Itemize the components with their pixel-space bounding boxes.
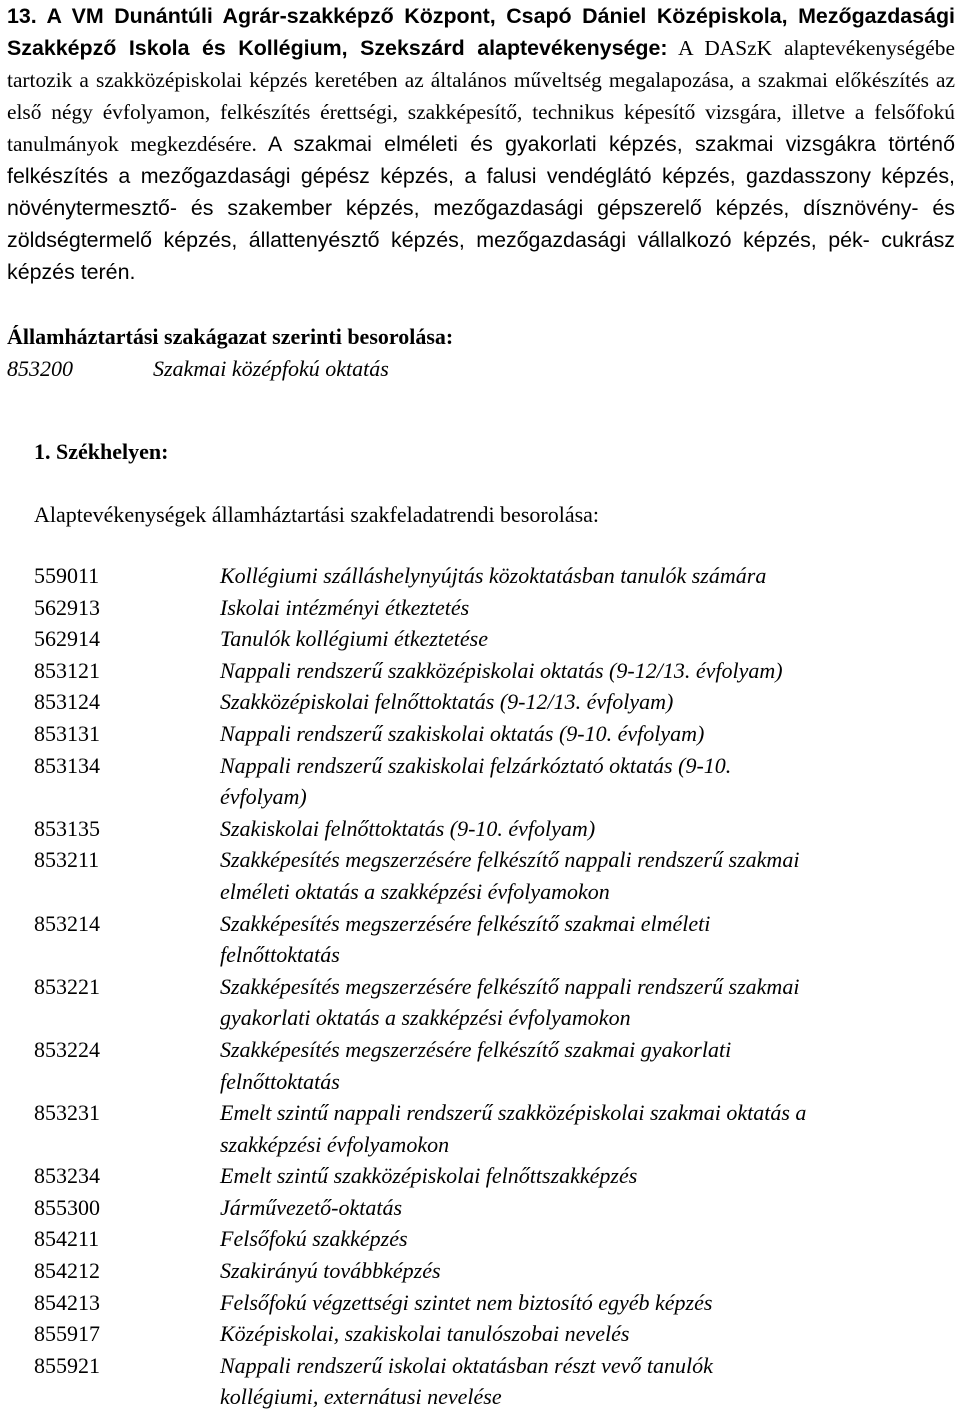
list-item xyxy=(34,560,954,592)
activity-description: Kollégiumi szálláshelynyújtás közoktatásban tanulók számára xyxy=(220,563,767,588)
activity-description: Középiskolai, szakiskolai tanulószobai nevelés xyxy=(220,1321,630,1347)
list-item xyxy=(34,1097,954,1160)
activity-description: Nappali rendszerű szakközépiskolai oktatás (9-12/13. évfolyam) xyxy=(220,657,783,683)
list-item xyxy=(34,686,954,718)
activity-code: 562914 xyxy=(34,626,100,652)
activity-description: Szakképesítés megszerzésére felkészítő nappali rendszerű szakmai elméleti oktatás a szakképzési évfolyamokon xyxy=(220,847,800,904)
list-item xyxy=(34,1350,954,1413)
classification-code: 853200 xyxy=(7,356,73,381)
activity-description: Felsőfokú végzettségi szintet nem biztosító egyéb képzés xyxy=(220,1289,713,1315)
activity-description: Iskolai intézményi étkeztetés xyxy=(220,594,470,620)
activity-code: 855917 xyxy=(34,1321,100,1347)
list-item xyxy=(34,1255,954,1287)
intro-text-sans: A szakmai elméleti és gyakorlati képzés, szakmai vizsgákra történő felkészítés a mezőgazdasági gépész képzés, a falusi vendéglátó képzés, gazdasszony képzés, növénytermesztő- és szakember képzés, mezőgazdasági gépszerelő képzés, dísznövény- és zöldségtermelő képzés, állattenyésztő képzés, mezőgazdasági vállalkozó képzés, pék- cukrász képzés terén. xyxy=(7,132,955,284)
activity-description: Nappali rendszerű szakiskolai oktatás (9-10. évfolyam) xyxy=(220,720,705,746)
activity-description: Nappali rendszerű szakiskolai felzárkóztató oktatás (9-10. évfolyam) xyxy=(220,752,732,810)
activity-description: Szakközépiskolai felnőttoktatás (9-12/13. évfolyam) xyxy=(220,689,674,715)
list-item xyxy=(34,1223,954,1255)
activity-code: 854213 xyxy=(34,1289,100,1315)
intro-lead-heading: 13. A VM Dunántúli Agrár-szakképző Központ, Csapó Dániel Középiskola, Mezőgazdasági Szakképző Iskola és Kollégium, Szekszárd alaptevékenysége: xyxy=(7,4,955,60)
activity-code: 853124 xyxy=(34,689,100,715)
activity-description: Nappali rendszerű iskolai oktatásban részt vevő tanulók kollégiumi, externátusi nevelése xyxy=(220,1352,713,1410)
list-item xyxy=(34,592,954,624)
activity-description: Szakképesítés megszerzésére felkészítő szakmai elméleti felnőttoktatás xyxy=(220,910,711,968)
activity-description: Felsőfokú szakképzés xyxy=(220,1226,408,1252)
activity-list xyxy=(34,560,954,1413)
list-item xyxy=(34,750,954,813)
activity-description: Szakképesítés megszerzésére felkészítő nappali rendszerű szakmai gyakorlati oktatás a szakképzési évfolyamokon xyxy=(220,973,800,1031)
activity-code: 559011 xyxy=(34,563,100,588)
classification-title: Államháztartási szakágazat szerinti besorolása: xyxy=(7,324,454,349)
document-page xyxy=(7,0,955,385)
activity-code: 854212 xyxy=(34,1258,100,1284)
list-item xyxy=(34,1160,954,1192)
activity-description: Tanulók kollégiumi étkeztetése xyxy=(220,626,489,652)
activity-code: 853134 xyxy=(34,752,100,778)
activity-description: Emelt szintű nappali rendszerű szakközépiskolai szakmai oktatás a szakképzési évfolyamokon xyxy=(220,1100,807,1157)
activity-code: 853121 xyxy=(34,657,100,683)
activity-code: 854211 xyxy=(34,1226,100,1252)
activity-code: 853221 xyxy=(34,973,100,999)
activity-code: 853135 xyxy=(34,815,100,841)
activity-code: 855300 xyxy=(34,1194,100,1220)
spacer xyxy=(7,288,955,321)
activity-code: 853214 xyxy=(34,910,100,936)
activity-code: 855921 xyxy=(34,1352,100,1378)
list-item xyxy=(34,1034,954,1097)
list-item xyxy=(34,655,954,687)
seat-title: 1. Székhelyen: xyxy=(34,439,169,464)
classification-label: Szakmai középfokú oktatás xyxy=(153,356,389,381)
list-item xyxy=(34,1287,954,1319)
list-item xyxy=(34,813,954,845)
list-item xyxy=(34,623,954,655)
intro-paragraph xyxy=(7,0,955,288)
activity-description: Járművezető-oktatás xyxy=(220,1194,403,1220)
activity-description: Szakiskolai felnőttoktatás (9-10. évfolyam) xyxy=(220,815,596,841)
list-item xyxy=(34,1192,954,1224)
classification-line xyxy=(7,353,955,385)
activity-code: 853211 xyxy=(34,847,100,873)
activity-description: Szakirányú továbbképzés xyxy=(220,1258,441,1284)
activity-code: 853231 xyxy=(34,1100,100,1126)
activity-code: 853131 xyxy=(34,720,100,746)
activity-code: 853224 xyxy=(34,1036,100,1062)
list-item xyxy=(34,971,954,1034)
activity-description: Emelt szintű szakközépiskolai felnőttszakképzés xyxy=(220,1163,638,1189)
list-item xyxy=(34,718,954,750)
list-item xyxy=(34,1318,954,1350)
list-item xyxy=(34,908,954,971)
activity-code: 562913 xyxy=(34,594,100,620)
list-item xyxy=(34,844,954,907)
activity-code: 853234 xyxy=(34,1163,100,1189)
activity-description: Szakképesítés megszerzésére felkészítő szakmai gyakorlati felnőttoktatás xyxy=(220,1036,732,1094)
seat-subtitle: Alaptevékenységek államháztartási szakfeladatrendi besorolása: xyxy=(34,502,600,527)
intro-text-serif: A DASzK alaptevékenységébe tartozik a szakközépiskolai képzés keretében az általános műveltség megalapozása, a szakmai előkészítés az első négy évfolyamon, felkészítés érettségi, szakképesítő, technikus képesítő vizsgára, illetve a felsőfokú tanulmányok megkezdésére. xyxy=(7,36,955,156)
